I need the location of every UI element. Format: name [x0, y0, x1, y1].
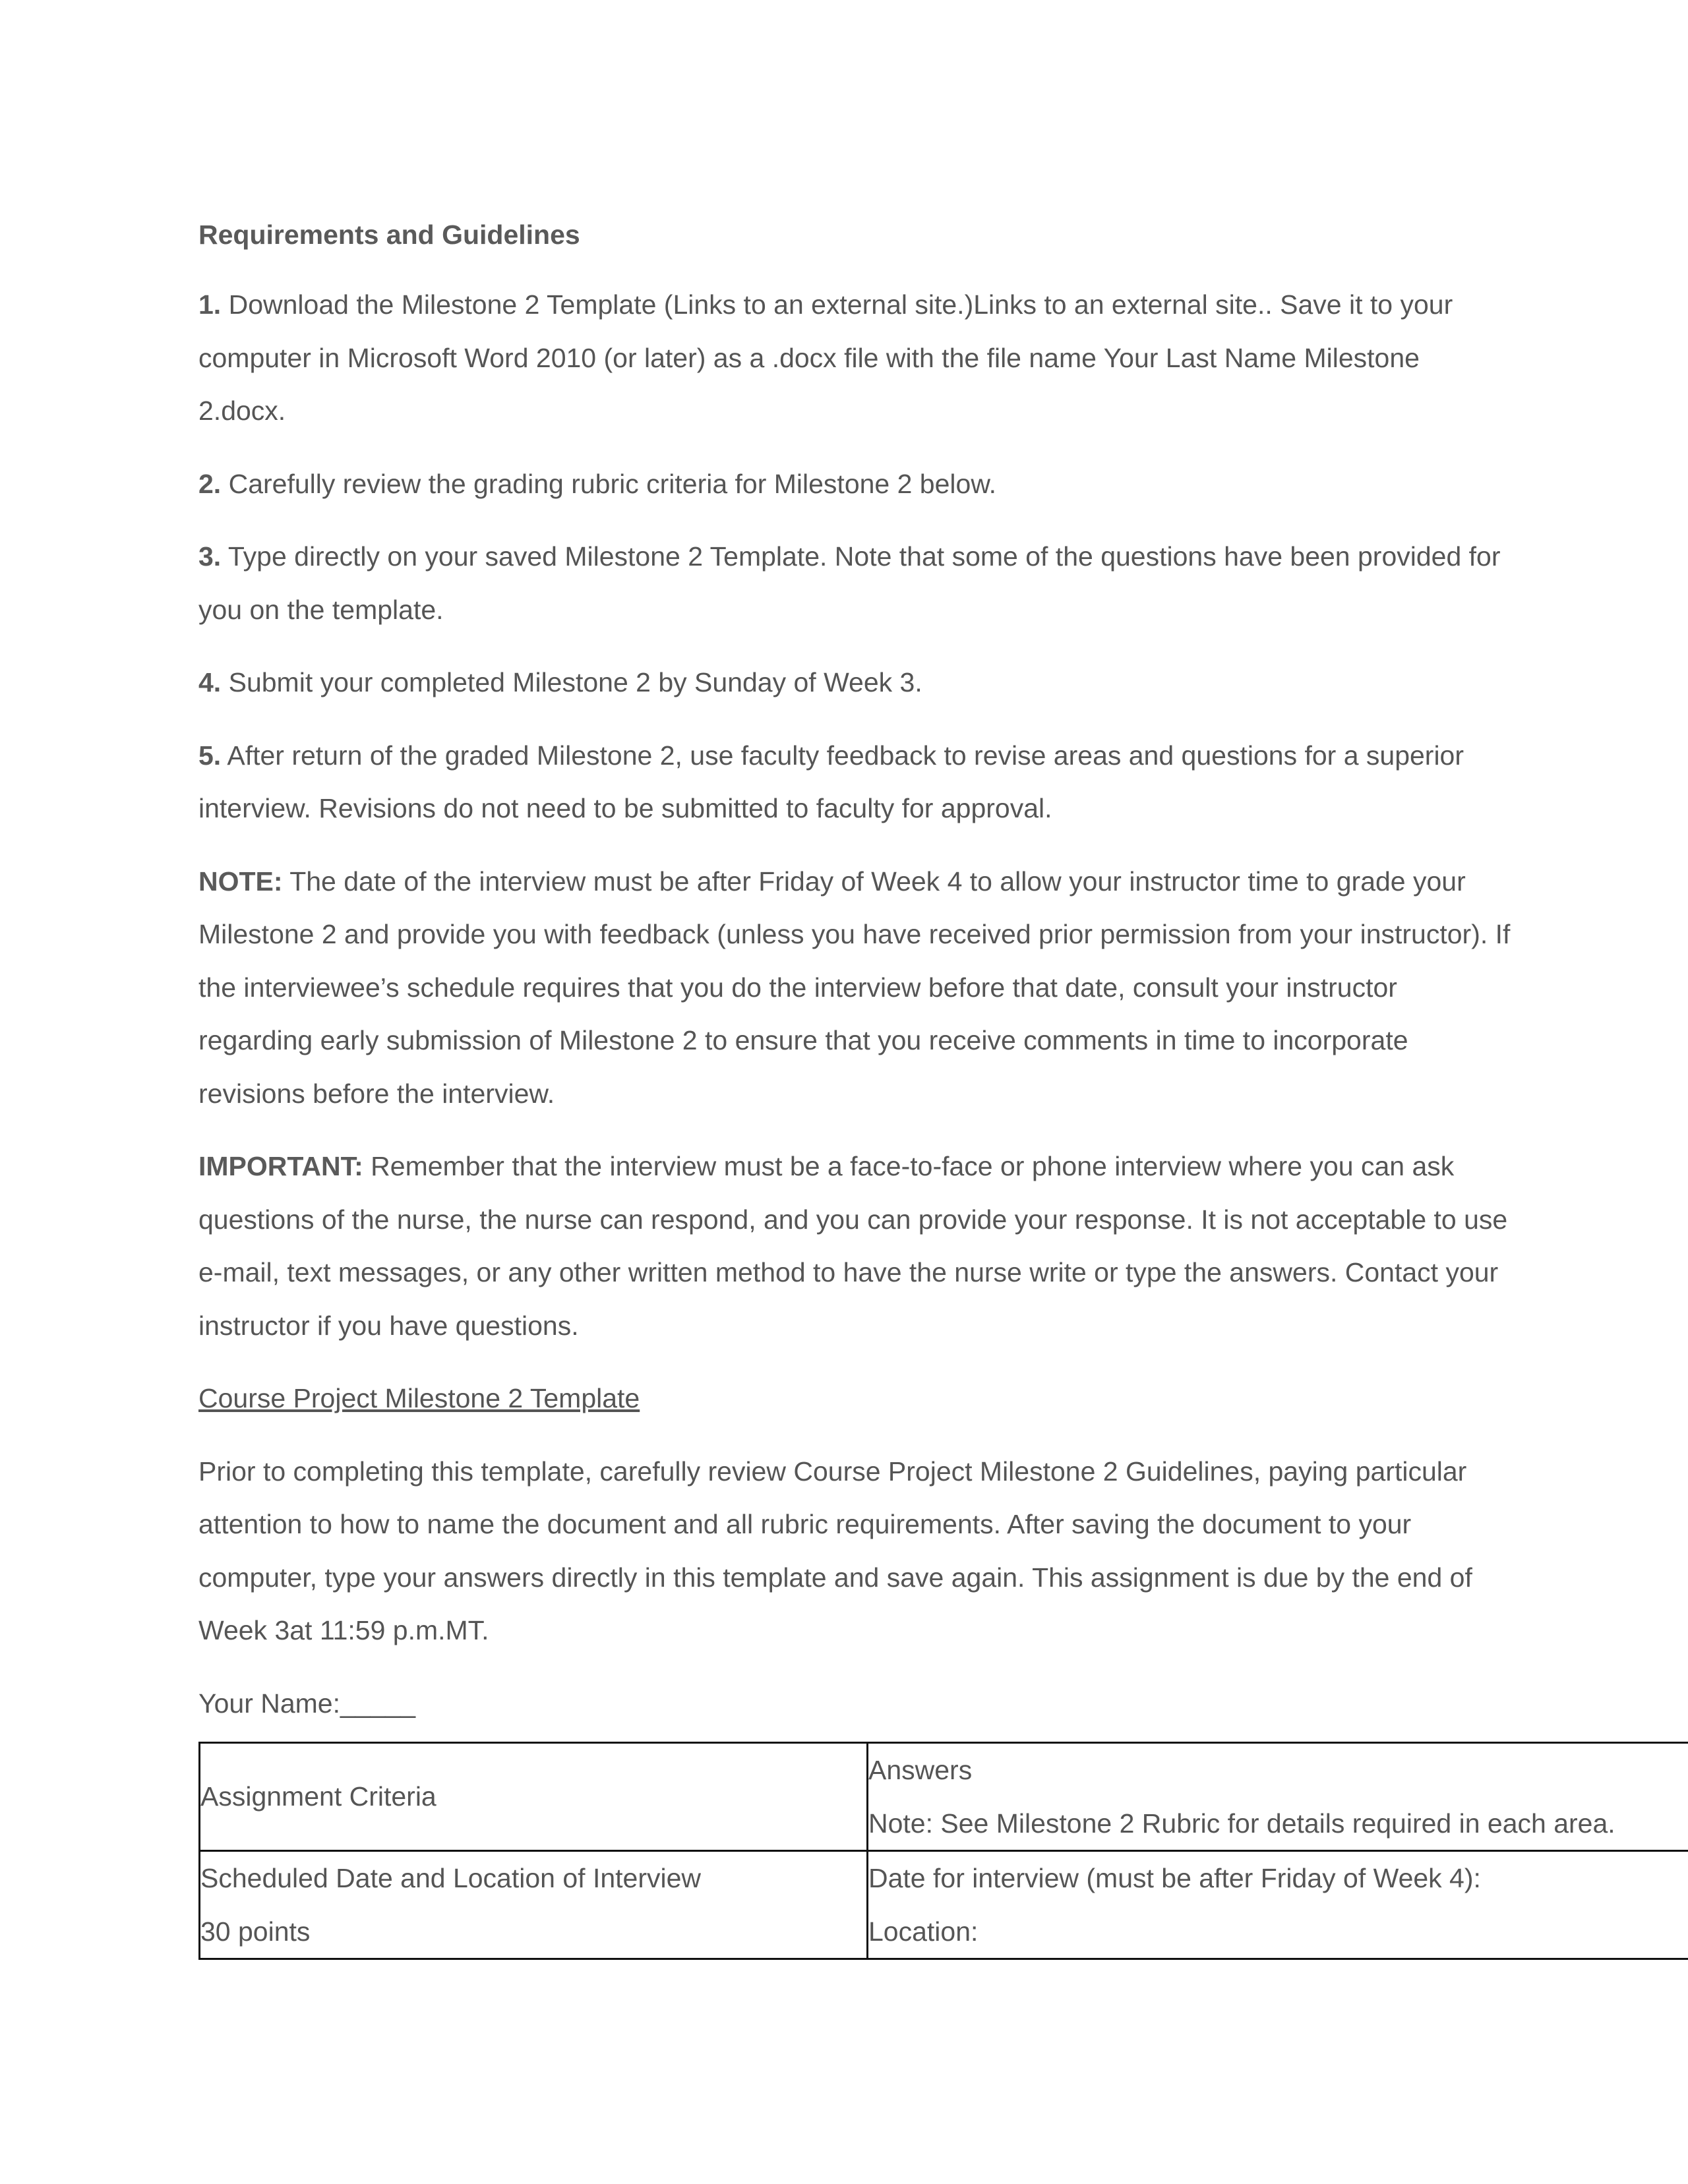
template-link[interactable]: Course Project Milestone 2 Template: [198, 1383, 640, 1413]
table-row: [200, 1851, 1688, 1959]
step-4: [198, 656, 1511, 709]
step-text: Carefully review the grading rubric criteria for Milestone 2 below.: [228, 468, 997, 499]
template-link-paragraph: [198, 1372, 1511, 1425]
criteria-cell: [200, 1851, 868, 1959]
step-number: 5.: [198, 740, 222, 771]
important-text: Remember that the interview must be a face-to-face or phone interview where you can ask questions of the nurse, the nurse can respond, and you can provide your response. It is not acceptable to use e-mail, text messages, or any other written method to have the nurse write or type the answers. Contact your instructor if you have questions.: [198, 1151, 1508, 1341]
interview-location-prompt: Location:: [868, 1916, 979, 1947]
step-number: 3.: [198, 541, 222, 572]
step-number: 4.: [198, 667, 222, 697]
answers-header: Answers: [868, 1755, 973, 1785]
answers-note: Note: See Milestone 2 Rubric for details required in each area.: [868, 1808, 1615, 1839]
note-text: The date of the interview must be after Friday of Week 4 to allow your instructor time to grade your Milestone 2 and provide you with feedback (unless you have received prior permission from your instructor). If the interviewee’s schedule requires that you do the interview before that date, consult your instructor regarding early submission of Milestone 2 to ensure that you receive comments in time to incorporate revisions before the interview.: [198, 866, 1511, 1109]
table-header-row: [200, 1743, 1688, 1851]
answers-header-cell: [868, 1743, 1688, 1851]
step-text: Type directly on your saved Milestone 2 Template. Note that some of the questions have been provided for you on the template.: [198, 541, 1501, 625]
step-text: After return of the graded Milestone 2, use faculty feedback to revise areas and questions for a superior interview. Revisions do not need to be submitted to faculty for approval.: [198, 740, 1464, 823]
note-label: NOTE:: [198, 866, 283, 897]
step-text: Download the Milestone 2 Template (Links to an external site.)Links to an external site.. Save it to your computer in Microsoft Word 2010 (or later) as a .docx file with the file name Your Last Name Milestone 2.docx.: [198, 289, 1453, 426]
step-number: 1.: [198, 289, 222, 320]
your-name-field: Your Name:_____: [198, 1688, 416, 1719]
intro-paragraph: Prior to completing this template, carefully review Course Project Milestone 2 Guidelines, paying particular attention to how to name the document and all rubric requirements. After saving the document to your computer, type your answers directly in this template and save again. This assignment is due by the end of Week 3at 11:59 p.m.MT.: [198, 1456, 1472, 1645]
step-2: [198, 457, 1511, 511]
important-label: IMPORTANT:: [198, 1151, 363, 1181]
step-number: 2.: [198, 468, 222, 499]
criteria-header: Assignment Criteria: [200, 1781, 437, 1812]
step-3: [198, 530, 1511, 636]
answer-cell[interactable]: [868, 1851, 1688, 1959]
step-1: [198, 278, 1511, 438]
criteria-header-cell: [200, 1743, 868, 1851]
document-page: [198, 216, 1688, 1960]
criteria-label: Scheduled Date and Location of Interview: [200, 1863, 702, 1893]
criteria-points: 30 points: [200, 1916, 311, 1947]
step-5: [198, 729, 1511, 835]
interview-date-prompt: Date for interview (must be after Friday of Week 4):: [868, 1863, 1481, 1893]
section-heading: Requirements and Guidelines: [198, 220, 580, 250]
important-paragraph: [198, 1140, 1511, 1352]
criteria-table: [198, 1742, 1688, 1960]
note-paragraph: [198, 855, 1511, 1121]
step-text: Submit your completed Milestone 2 by Sunday of Week 3.: [228, 667, 922, 697]
